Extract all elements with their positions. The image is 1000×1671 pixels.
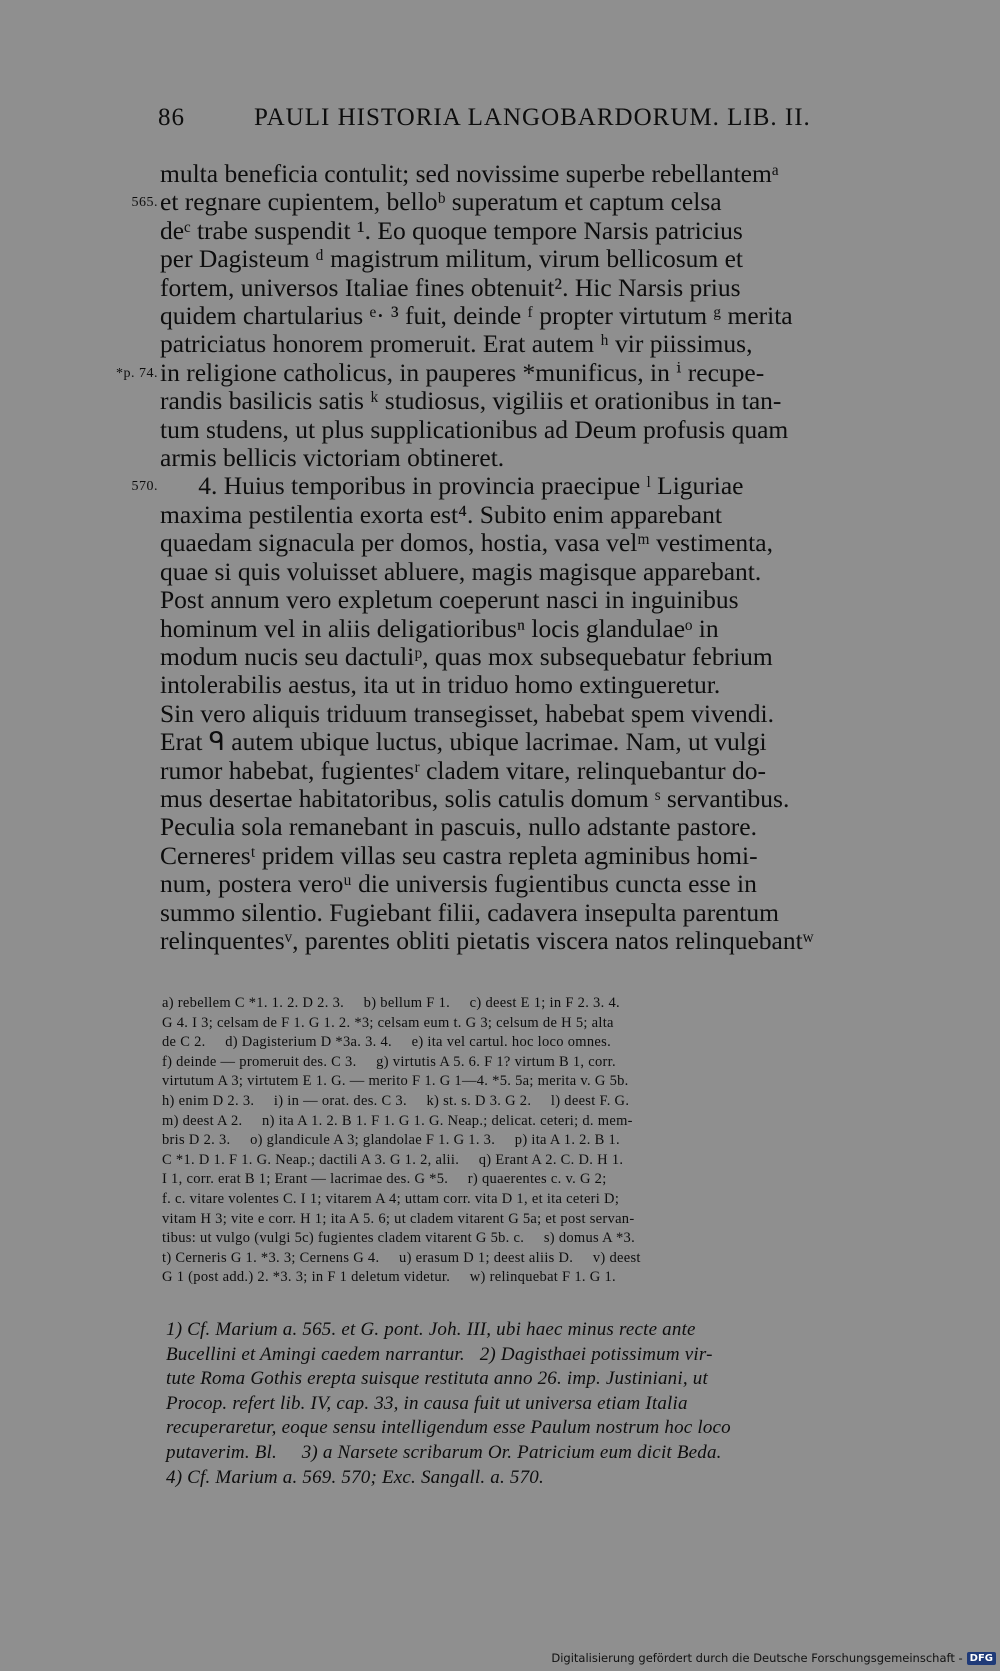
line-text: armis bellicis victoriam obtineret. (160, 443, 505, 473)
line-text: quaedam signacula per domos, hostia, vasa velᵐ vestimenta, (160, 528, 773, 558)
text-line (160, 785, 928, 813)
line-text: maxima pestilentia exorta est⁴. Subito enim apparebant (160, 499, 722, 529)
line-text: et regnare cupientem, belloᵇ superatum et captum celsa (160, 187, 722, 217)
line-text: fortem, universos Italiae fines obtenuit². Hic Narsis prius (160, 272, 741, 302)
text-line (160, 274, 928, 302)
line-text: quidem chartularius ᵉ· ³ fuit, deinde ᶠ propter virtutum ᵍ merita (160, 301, 793, 331)
text-line (160, 302, 928, 330)
text-line (160, 529, 928, 557)
variant-note-line: t) Cerneris G 1. *3. 3; Cernens G 4. u) erasum D 1; deest aliis D. v) deest (162, 1249, 641, 1266)
variant-note-line: de C 2. d) Dagisterium D *3a. 3. 4. e) ita vel cartul. hoc loco omnes. (162, 1034, 612, 1051)
margin-reference: 570. (131, 479, 158, 495)
line-text: in religione catholicus, in pauperes *munificus, in ⁱ recupe- (160, 357, 765, 387)
line-text: Peculia sola remanebant in pascuis, nullo adstante pastore. (160, 812, 757, 842)
line-text: Post annum vero expletum coeperunt nasci in inguinibus (160, 585, 739, 615)
text-line (131, 187, 928, 217)
variant-notes (162, 994, 932, 1288)
text-line (160, 330, 928, 358)
text-line (160, 501, 928, 529)
line-text: patriciatus honorem promeruit. Erat autem ʰ vir piissimus, (160, 329, 753, 359)
variant-note-line: tibus: ut vulgo (vulgi 5c) fugientes cladem vitarent G 5b. c. s) domus A *3. (162, 1230, 636, 1247)
footnote-line: 4) Cf. Marium a. 569. 570; Exc. Sangall. a. 570. (166, 1466, 544, 1488)
line-text: 4. Huius temporibus in provincia praecipue ˡ Liguriae (160, 471, 744, 501)
line-text: Cerneresᵗ pridem villas seu castra repleta agminibus homi- (160, 840, 758, 870)
text-line (116, 357, 928, 387)
line-text: tum studens, ut plus supplicationibus ad Deum profusis quam (160, 414, 789, 444)
line-text: deᶜ trabe suspendit ¹. Eo quoque tempore Narsis patricius (160, 215, 743, 245)
digitization-footer (551, 1651, 996, 1665)
text-line (160, 416, 928, 444)
line-text: hominum vel in aliis deligatioribusⁿ locis glandulaeᵒ in (160, 613, 719, 643)
text-line (160, 671, 928, 699)
text-line (160, 643, 928, 671)
text-line (160, 245, 928, 273)
variant-note-line: h) enim D 2. 3. i) in — orat. des. C 3. k) st. s. D 3. G 2. l) deest F. G. (162, 1092, 630, 1109)
variant-note-line: bris D 2. 3. o) glandicule A 3; glandolae F 1. G 1. 3. p) ita A 1. 2. B 1. (162, 1132, 620, 1149)
line-text: num, postera veroᵘ die universis fugientibus cuncta esse in (160, 869, 757, 899)
footnote-line: recuperaretur, eoque sensu intelligendum esse Paulum nostrum hoc loco (166, 1417, 731, 1439)
line-text: relinquentesᵛ, parentes obliti pietatis viscera natos relinquebantʷ (160, 925, 814, 955)
margin-reference: 565. (131, 195, 158, 211)
variant-note-line: vitam H 3; vite e corr. H 1; ita A 5. 6; ut cladem vitarent G 5a; et post servan- (162, 1210, 635, 1227)
variant-note-line: I 1, corr. erat B 1; Erant — lacrimae des. G *5. r) quaerentes c. v. G 2; (162, 1171, 607, 1188)
footnote-line: Bucellini et Amingi caedem narrantur. 2) Dagisthaei potissimum vir- (166, 1343, 713, 1365)
text-line (160, 558, 928, 586)
line-text: modum nucis seu dactuliᵖ, quas mox subsequebatur febrium (160, 641, 773, 671)
text-line (160, 160, 928, 188)
footnote-line: tute Roma Gothis erepta suisque restituta anno 26. imp. Justiniani, ut (166, 1368, 708, 1390)
main-text (116, 159, 928, 955)
line-text: intolerabilis aestus, ita ut in triduo homo extingueretur. (160, 670, 721, 700)
variant-note-line: f) deinde — promeruit des. C 3. g) virtutis A 5. 6. F 1? virtum B 1, corr. (162, 1053, 616, 1070)
text-line (160, 899, 928, 927)
line-text: quae si quis voluisset abluere, magis magisque apparebant. (160, 556, 762, 586)
variant-note-line: C *1. D 1. F 1. G. Neap.; dactili A 3. G 1. 2, alii. q) Erant A 2. C. D. H 1. (162, 1151, 624, 1168)
line-text: per Dagisteum ᵈ magistrum militum, virum bellicosum et (160, 244, 744, 274)
text-line (160, 444, 928, 472)
footnotes (166, 1318, 932, 1490)
text-line (160, 728, 928, 756)
dfg-logo: DFG (967, 1652, 996, 1665)
variant-note-line: f. c. vitare volentes C. I 1; vitarem A 4; uttam corr. vita D 1, et ita ceteri D; (162, 1190, 620, 1207)
page-header (158, 104, 826, 132)
line-text: summo silentio. Fugiebant filii, cadavera insepulta parentum (160, 897, 779, 927)
variant-note-line: G 4. I 3; celsam de F 1. G 1. 2. *3; celsam eum t. G 3; celsum de H 5; alta (162, 1014, 614, 1031)
line-text: mus desertae habitatoribus, solis catulis domum ˢ servantibus. (160, 783, 790, 813)
page-number: 86 (158, 104, 185, 131)
text-line (131, 471, 928, 501)
variant-note-line: virtutum A 3; virtutem E 1. G. — merito F 1. G 1—4. *5. 5a; merita v. G 5b. (162, 1073, 629, 1090)
text-line (160, 927, 928, 955)
running-title: PAULI HISTORIA LANGOBARDORUM. LIB. II. (254, 104, 811, 131)
line-text: Sin vero aliquis triduum transegisset, habebat spem vivendi. (160, 698, 775, 728)
variant-note-line: m) deest A 2. n) ita A 1. 2. B 1. F 1. G 1. G. Neap.; delicat. ceteri; d. mem- (162, 1112, 633, 1129)
margin-reference: *p. 74. (116, 365, 158, 381)
line-text: randis basilicis satis ᵏ studiosus, vigiliis et orationibus in tan- (160, 386, 782, 416)
variant-note-line: a) rebellem C *1. 1. 2. D 2. 3. b) bellum F 1. c) deest E 1; in F 2. 3. 4. (162, 995, 620, 1011)
text-line (160, 387, 928, 415)
text-line (160, 217, 928, 245)
text-line (160, 615, 928, 643)
text-line (160, 586, 928, 614)
footnote-line: putaverim. Bl. 3) a Narsete scribarum Or. Patricium eum dicit Beda. (166, 1441, 722, 1463)
footer-text: Digitalisierung gefördert durch die Deutsche Forschungsgemeinschaft - (551, 1651, 963, 1665)
text-line (160, 757, 928, 785)
line-text: rumor habebat, fugientesʳ cladem vitare, relinquebantur do- (160, 755, 766, 785)
variant-note-line: G 1 (post add.) 2. *3. 3; in F 1 deletum videtur. w) relinquebat F 1. G 1. (162, 1269, 616, 1286)
text-line (160, 700, 928, 728)
text-line (160, 813, 928, 841)
footnote-line: Procop. refert lib. IV, cap. 33, in causa fuit ut universa etiam Italia (166, 1392, 688, 1414)
text-line (160, 842, 928, 870)
line-text: multa beneficia contulit; sed novissime superbe rebellantemᵃ (160, 159, 779, 188)
footnote-line: 1) Cf. Marium a. 565. et G. pont. Joh. III, ubi haec minus recte ante (166, 1319, 696, 1340)
line-text: Erat ᑫ autem ubique luctus, ubique lacrimae. Nam, ut vulgi (160, 727, 767, 757)
text-line (160, 870, 928, 898)
